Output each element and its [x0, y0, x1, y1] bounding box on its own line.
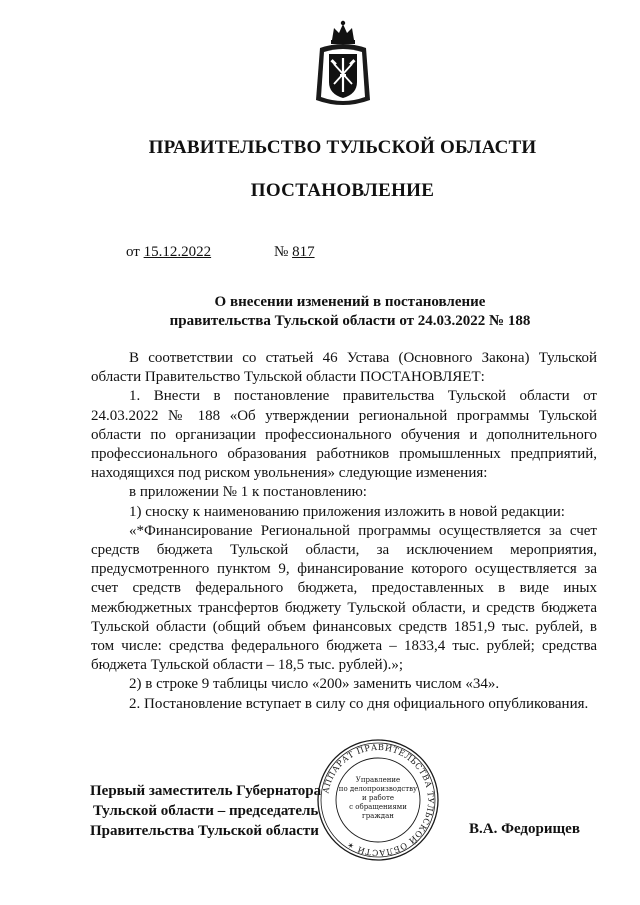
paragraph-footnote-text: «*Финансирование Региональной программы осуществляется за счет средств бюджета Тульской области, за исключением мероприятия, предусмотренного пунктом 9, финансирование которого осуществляется за счет средств федерального бюджета, предоставленных в виде иных межбюджетных трансфертов бюджету Тульской области, и средств бюджета Тульской области (общий объем финансовых средств 1851,9 тыс. рублей, в том числе: средства федерального бюджета – 1833,4 тыс. рублей; средства бюджета Тульской области – 18,5 тыс. рублей).»; — [91, 522, 597, 674]
svg-text:с обращениями: с обращениями — [349, 803, 407, 811]
paragraph-preamble: В соответствии со статьей 46 Устава (Основного Закона) Тульской области Правительство Тульской области ПОСТАНОВЛЯЕТ: — [91, 350, 597, 386]
paragraph-subitem-1: 1) сноску к наименованию приложения изложить в новой редакции: — [129, 503, 565, 520]
document-body — [91, 349, 597, 714]
document-number — [274, 244, 315, 261]
signatory-name: В.А. Федорищев — [469, 821, 580, 837]
document-date — [126, 244, 211, 261]
document-type-heading: ПОСТАНОВЛЕНИЕ — [250, 180, 435, 201]
signatory-line-2: Тульской области – председатель — [93, 803, 319, 819]
svg-text:и работе: и работе — [362, 794, 394, 802]
number-value: 817 — [292, 244, 315, 260]
organization-title: ПРАВИТЕЛЬСТВО ТУЛЬСКОЙ ОБЛАСТИ — [148, 137, 537, 158]
paragraph-appendix: в приложении № 1 к постановлению: — [129, 484, 367, 501]
number-prefix: № — [274, 244, 289, 260]
svg-text:граждан: граждан — [362, 812, 394, 820]
svg-text:по делопроизводству: по делопроизводству — [338, 785, 418, 793]
date-value: 15.12.2022 — [143, 244, 212, 260]
subject-line-2: правительства Тульской области от 24.03.2022 № 188 — [169, 313, 531, 329]
official-stamp-icon — [316, 738, 440, 862]
subject-line-1: О внесении изменений в постановление — [214, 294, 486, 310]
signatory-line-1: Первый заместитель Губернатора — [90, 783, 322, 799]
paragraph-item-2: 2. Постановление вступает в силу со дня официального опубликования. — [129, 695, 589, 712]
paragraph-item-1: 1. Внести в постановление правительства Тульской области от 24.03.2022 № 188 «Об утверждении региональной программы Тульской области по организации профессионального обучения и дополнительного профессионального образования работников промышленных предприятий, находящихся под риском увольнения» следующие изменения: — [91, 388, 597, 482]
svg-text:Управление: Управление — [355, 776, 401, 784]
svg-text:АППАРАТ ПРАВИТЕЛЬСТВА ТУЛЬСКОЙ: АППАРАТ ПРАВИТЕЛЬСТВА ТУЛЬСКОЙ ОБЛАСТИ ✶ — [320, 741, 437, 859]
document-subject — [100, 293, 600, 331]
date-prefix: от — [126, 244, 140, 260]
coat-of-arms-icon — [312, 18, 374, 114]
signatory-line-3: Правительства Тульской области — [90, 823, 319, 839]
paragraph-subitem-2: 2) в строке 9 таблицы число «200» заменить числом «34». — [129, 676, 500, 693]
